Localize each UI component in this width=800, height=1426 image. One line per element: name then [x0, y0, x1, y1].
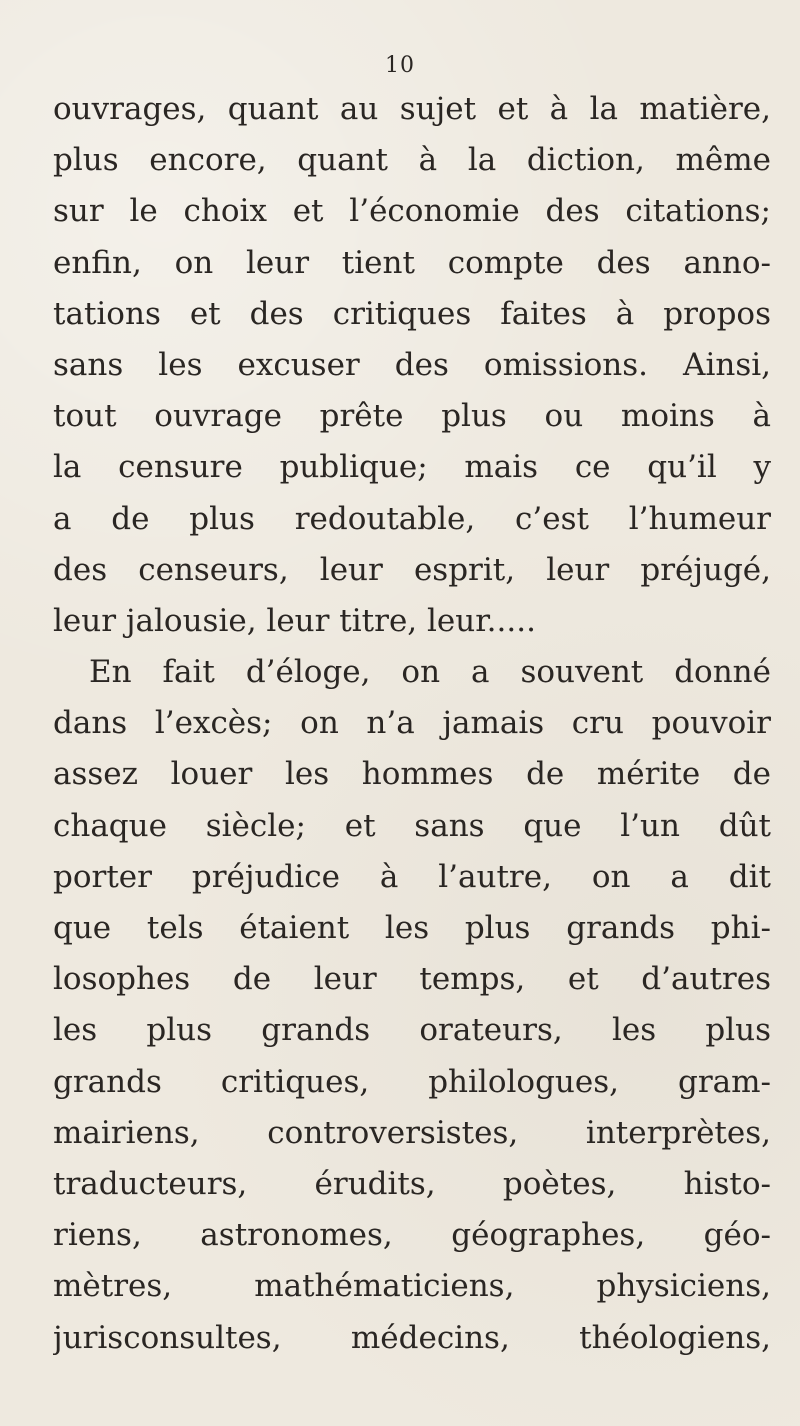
text-line: plus encore, quant à la diction, même	[53, 142, 771, 179]
text-line-paragraph-start: En fait d’éloge, on a souvent donné	[89, 654, 771, 691]
text-line: grands critiques, philologues, gram-	[53, 1063, 771, 1100]
text-line: ouvrages, quant au sujet et à la matière,	[53, 91, 771, 127]
text-line: enfin, on leur tient compte des anno-	[53, 244, 771, 281]
text-line: sur le choix et l’économie des citations;	[53, 193, 771, 230]
text-line: jurisconsultes, médecins, théologiens,	[53, 1319, 771, 1356]
text-line: dans l’excès; on n’a jamais cru pouvoir	[53, 705, 771, 742]
text-line: des censeurs, leur esprit, leur préjugé,	[53, 551, 771, 588]
text-line: chaque siècle; et sans que l’un dût	[53, 807, 771, 844]
text-line: que tels étaient les plus grands phi-	[53, 910, 771, 946]
body-text	[53, 84, 771, 1364]
text-line: les plus grands orateurs, les plus	[53, 1012, 771, 1049]
text-line: traducteurs, érudits, poètes, histo-	[53, 1165, 771, 1202]
text-line-paragraph-end: leur jalousie, leur titre, leur.....	[53, 602, 536, 639]
text-line: la censure publique; mais ce qu’il y	[53, 449, 771, 486]
page-number: 10	[385, 53, 415, 78]
text-line: porter préjudice à l’autre, on a dit	[53, 858, 771, 895]
text-line: mètres, mathématiciens, physiciens,	[53, 1268, 771, 1305]
text-line: sans les excuser des omissions. Ainsi,	[53, 346, 771, 383]
text-line: riens, astronomes, géographes, géo-	[53, 1217, 771, 1254]
text-line: tout ouvrage prête plus ou moins à	[53, 398, 771, 435]
text-line: a de plus redoutable, c’est l’humeur	[53, 500, 771, 537]
text-line: losophes de leur temps, et d’autres	[53, 961, 771, 998]
text-line: assez louer les hommes de mérite de	[53, 756, 771, 793]
text-line: mairiens, controversistes, interprètes,	[53, 1114, 771, 1151]
text-line: tations et des critiques faites à propos	[53, 295, 771, 332]
